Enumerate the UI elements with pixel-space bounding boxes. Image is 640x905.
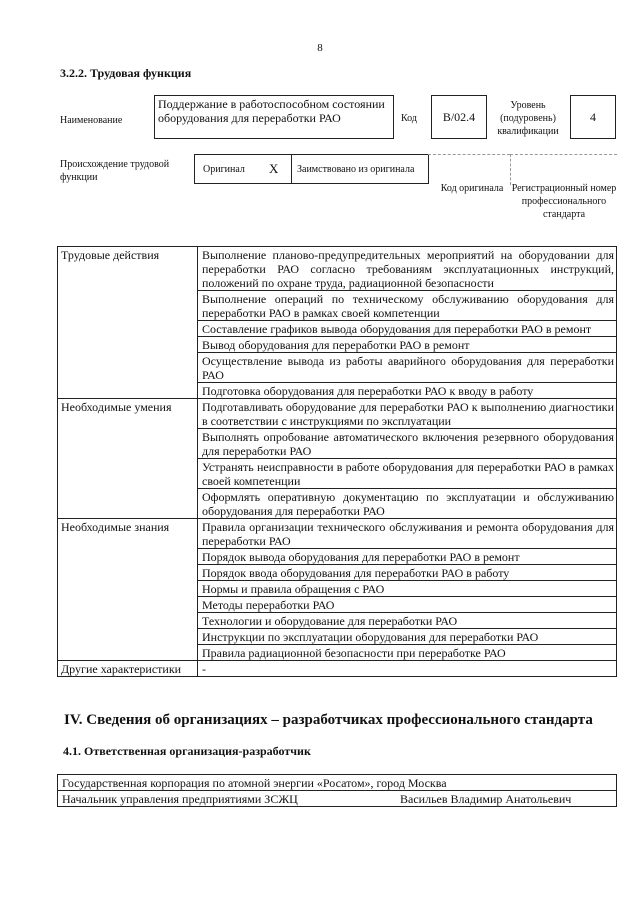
table-row — [58, 519, 617, 549]
table-row — [58, 247, 617, 291]
original-label: Оригинал — [203, 164, 245, 175]
table-cell: Выполнять опробование автоматического включения резервного оборудования для переработки РАО — [198, 429, 617, 459]
table-cell: Технологии и оборудование для переработки РАО — [198, 613, 617, 629]
section-title-iv: IV. Сведения об организациях – разработчиках профессионального стандарта — [64, 712, 593, 728]
table-cell: Порядок вывода оборудования для переработки РАО в ремонт — [198, 549, 617, 565]
other-characteristics-label: Другие характеристики — [58, 661, 198, 677]
code-box — [431, 95, 487, 139]
table-cell: Вывод оборудования для переработки РАО в ремонт — [198, 337, 617, 353]
origin-label: Происхождение трудовой функции — [60, 159, 170, 183]
reg-number-caption: Регистрационный номер профессионального стандарта — [511, 183, 617, 220]
function-name-box — [154, 95, 394, 139]
level-value: 4 — [590, 109, 596, 124]
code-original-blank — [428, 154, 510, 185]
developer-org-table — [57, 774, 617, 807]
table-row — [58, 399, 617, 429]
table-cell: Составление графиков вывода оборудования для переработки РАО в ремонт — [198, 321, 617, 337]
table-cell: Инструкции по эксплуатации оборудования для переработки РАО — [198, 629, 617, 645]
table-cell: Нормы и правила обращения с РАО — [198, 581, 617, 597]
table-cell: Выполнение операций по техническому обслуживанию оборудования для переработки РАО в рамках своей компетенции — [198, 291, 617, 321]
table-row — [58, 791, 617, 807]
labor-function-table — [57, 246, 617, 677]
table-cell: Выполнение планово-предупредительных мероприятий на оборудовании для переработки РАО согласно требованиям эксплуатационных инструкций, положений по охране труда, радиационной безопасности — [198, 247, 617, 291]
original-mark: X — [269, 161, 279, 176]
table-cell: Подготавливать оборудование для переработки РАО к выполнению диагностики в соответствии с инструкциями по эксплуатации — [198, 399, 617, 429]
table-cell: Правила организации технического обслуживания и ремонта оборудования для переработки РАО — [198, 519, 617, 549]
table-cell: Оформлять оперативную документацию по эксплуатации и обслуживанию оборудования для переработки РАО — [198, 489, 617, 519]
table-row — [58, 775, 617, 791]
code-label: Код — [401, 113, 417, 124]
function-name-value: Поддержание в работоспособном состоянии оборудования для переработки РАО — [158, 97, 385, 125]
table-cell: - — [198, 661, 617, 677]
table-cell: Устранять неисправности в работе оборудования для переработки РАО в рамках своей компетенции — [198, 459, 617, 489]
name-label: Наименование — [60, 115, 123, 126]
borrowed-label: Заимствовано из оригинала — [297, 164, 415, 175]
borrowed-cell — [291, 154, 429, 184]
head-position: Начальник управления предприятиями ЗСЖЦ — [58, 791, 397, 807]
table-cell: Правила радиационной безопасности при переработке РАО — [198, 645, 617, 661]
knowledge-label: Необходимые знания — [58, 519, 198, 661]
table-cell: Порядок ввода оборудования для переработки РАО в работу — [198, 565, 617, 581]
section-title-41: 4.1. Ответственная организация-разработчик — [63, 744, 311, 758]
table-row — [58, 661, 617, 677]
level-label: Уровень (подуровень) квалификации — [497, 100, 559, 137]
table-cell: Методы переработки РАО — [198, 597, 617, 613]
skills-label: Необходимые умения — [58, 399, 198, 519]
table-cell: Подготовка оборудования для переработки РАО к вводу в работу — [198, 383, 617, 399]
code-original-caption: Код оригинала — [440, 183, 504, 194]
table-cell: Осуществление вывода из работы аварийного оборудования для переработки РАО — [198, 353, 617, 383]
labor-actions-label: Трудовые действия — [58, 247, 198, 399]
head-person: Васильев Владимир Анатольевич — [396, 791, 617, 807]
original-cell — [194, 154, 292, 184]
org-name: Государственная корпорация по атомной энергии «Росатом», город Москва — [58, 775, 617, 791]
code-value: В/02.4 — [442, 109, 476, 124]
page-number: 8 — [317, 42, 323, 54]
reg-number-blank — [510, 154, 617, 185]
level-box — [570, 95, 616, 139]
section-title-322: 3.2.2. Трудовая функция — [60, 66, 192, 80]
